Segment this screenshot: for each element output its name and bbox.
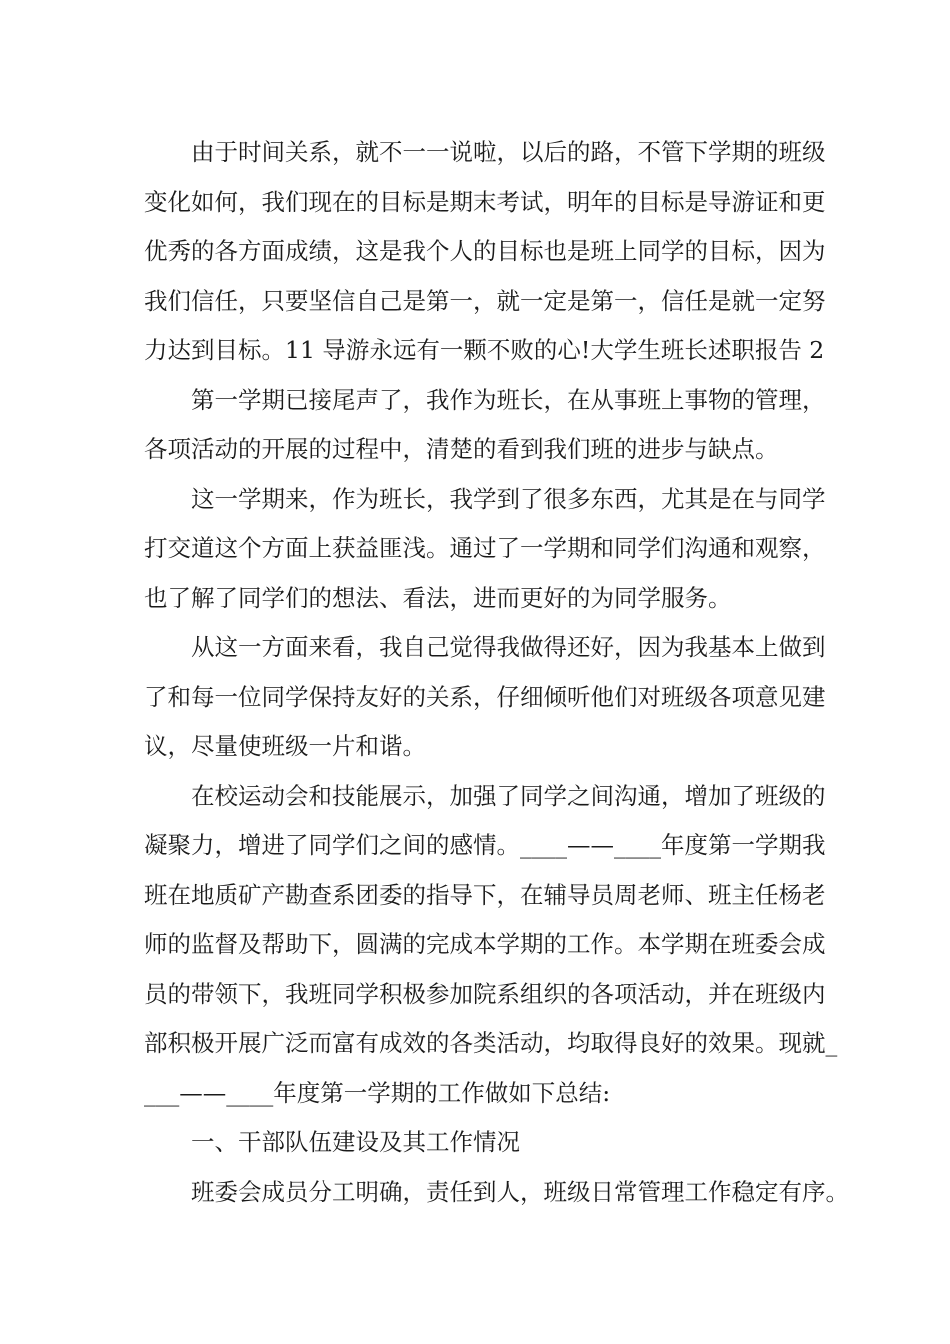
text-line: 一、干部队伍建设及其工作情况 (191, 1128, 520, 1156)
text-line: 师的监督及帮助下，圆满的完成本学期的工作。本学期在班委会成 (144, 930, 826, 958)
text-line: 由于时间关系，就不一一说啦，以后的路，不管下学期的班级 (191, 138, 826, 166)
text-line: 班委会成员分工明确，责任到人，班级日常管理工作稳定有序。 (191, 1177, 849, 1206)
text-line: 各项活动的开展的过程中，清楚的看到我们班的进步与缺点。 (144, 435, 779, 463)
text-line: ___——____年度第一学期的工作做如下总结: (144, 1078, 611, 1107)
text-line: 从这一方面来看，我自己觉得我做得还好，因为我基本上做到 (191, 633, 826, 661)
text-line: 第一学期已接尾声了，我作为班长，在从事班上事物的管理， (191, 385, 826, 414)
text-line: 了和每一位同学保持友好的关系，仔细倾听他们对班级各项意见建 (144, 682, 826, 711)
text-line: 优秀的各方面成绩，这是我个人的目标也是班上同学的目标，因为 (144, 237, 826, 265)
text-line: 力达到目标。11 导游永远有一颗不败的心!大学生班长述职报告 2 (144, 336, 825, 364)
text-line: 我们信任，只要坚信自己是第一，就一定是第一，信任是就一定努 (144, 286, 826, 315)
document-body (144, 128, 849, 1217)
text-line: 这一学期来，作为班长，我学到了很多东西，尤其是在与同学 (191, 484, 826, 513)
text-line: 打交道这个方面上获益匪浅。通过了一学期和同学们沟通和观察， (144, 534, 826, 562)
text-line: 议，尽量使班级一片和谐。 (144, 732, 426, 760)
text-line: 班在地质矿产勘查系团委的指导下，在辅导员周老师、班主任杨老 (144, 880, 826, 909)
text-line: 在校运动会和技能展示，加强了同学之间沟通，增加了班级的 (191, 781, 826, 810)
text-line: 也了解了同学们的想法、看法，进而更好的为同学服务。 (144, 583, 732, 612)
text-line: 凝聚力，增进了同学们之间的感情。____——____年度第一学期我 (144, 831, 826, 859)
text-line: 变化如何，我们现在的目标是期末考试，明年的目标是导游证和更 (144, 187, 826, 216)
text-line: 员的带领下，我班同学积极参加院系组织的各项活动，并在班级内 (144, 979, 826, 1008)
text-line: 部积极开展广泛而富有成效的各类活动，均取得良好的效果。现就_ (144, 1029, 838, 1057)
